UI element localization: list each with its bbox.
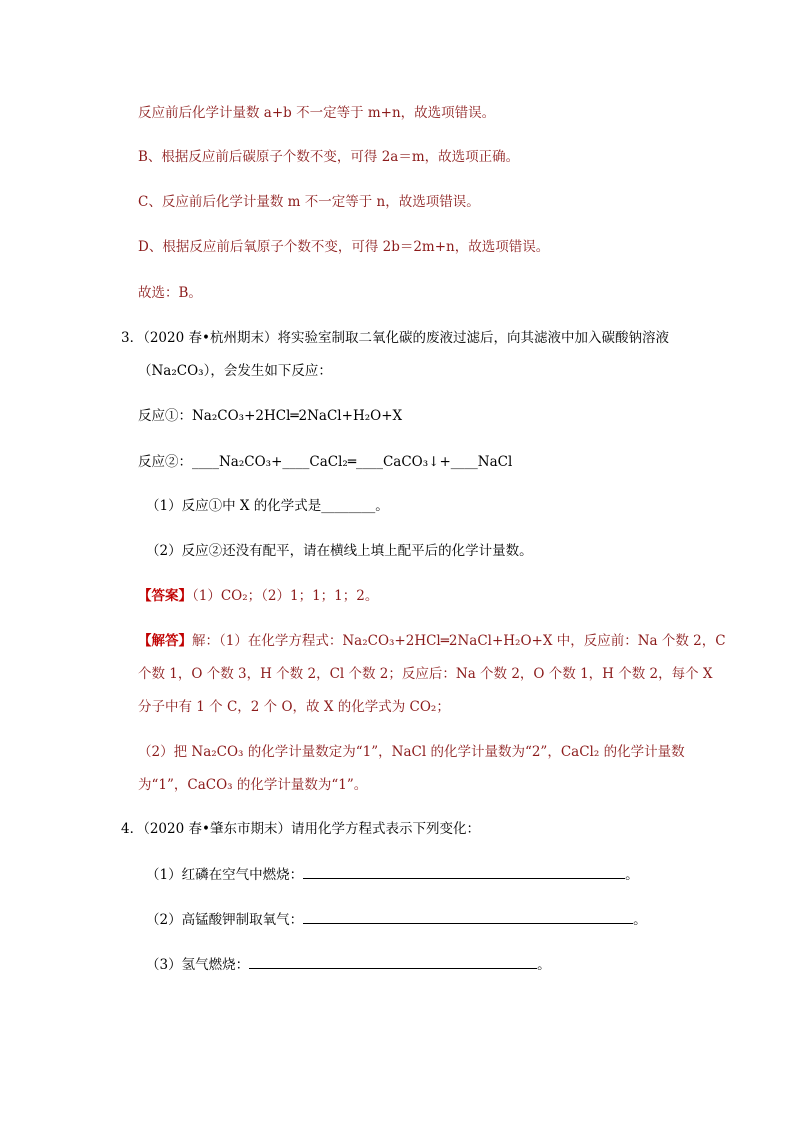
question-3-number: 3．	[121, 330, 144, 346]
answer-blank-3[interactable]	[249, 954, 537, 969]
question-4-number: 4．	[121, 821, 144, 837]
item-3-end: 。	[537, 957, 551, 973]
analysis-line-5: 故选：B。	[138, 285, 202, 301]
item-2-label: （2）高锰酸钾制取氧气：	[146, 912, 304, 928]
item-2-end: 。	[633, 912, 647, 928]
analysis-line-2: B、根据反应前后碳原子个数不变，可得 2a＝m，故选项正确。	[138, 149, 520, 165]
item-3-label: （3）氢气燃烧：	[146, 957, 250, 973]
question-3-stem-line-1	[121, 328, 669, 348]
question-4-item-3	[146, 954, 551, 975]
question-4-item-1	[146, 864, 639, 885]
answer-blank-1[interactable]	[303, 864, 625, 879]
solution-line-5: 为“1”，CaCO₃ 的化学计量数为“1”。	[138, 777, 368, 793]
analysis-line-3: C、反应前后化学计量数 m 不一定等于 n，故选项错误。	[138, 194, 480, 210]
answer-line	[138, 586, 378, 606]
sub-question-1: （1）反应①中 X 的化学式是________。	[146, 498, 389, 514]
analysis-line-4: D、根据反应前后氧原子个数不变，可得 2b＝2m+n，故选项错误。	[138, 239, 550, 255]
answer-tag: 【答案】	[138, 588, 192, 604]
analysis-line-1: 反应前后化学计量数 a+b 不一定等于 m+n，故选项错误。	[138, 105, 496, 121]
answer-text: （1）CO₂；（2）1；1；1；2。	[192, 588, 379, 604]
question-4-text: 请用化学方程式表示下列变化：	[290, 821, 480, 837]
reaction-2: 反应②：____Na₂CO₃+____CaCl₂═____CaCO₃↓+____NaCl	[138, 454, 513, 470]
question-4-stem	[121, 819, 480, 839]
solution-line-2: 个数 1，O 个数 3，H 个数 2，Cl 个数 2；反应后：Na 个数 2，O 个数 1，H 个数 2，每个 X	[138, 666, 713, 682]
reaction-1: 反应①：Na₂CO₃+2HCl═2NaCl+H₂O+X	[138, 408, 403, 424]
solution-line-3: 分子中有 1 个 C，2 个 O，故 X 的化学式为 CO₂；	[138, 699, 450, 715]
solution-tag: 【解答】	[138, 633, 192, 649]
question-3-stem: 将实验室制取二氧化碳的废液过滤后，向其滤液中加入碳酸钠溶液	[277, 330, 669, 346]
question-4-source: （2020 春•肇东市期末）	[143, 821, 291, 837]
question-3-source: （2020 春•杭州期末）	[143, 330, 278, 346]
question-3-stem-line-2: （Na₂CO₃），会发生如下反应：	[138, 363, 332, 379]
item-1-label: （1）红磷在空气中燃烧：	[146, 867, 304, 883]
solution-line-4: （2）把 Na₂CO₃ 的化学计量数定为“1”，NaCl 的化学计量数为“2”，CaCl₂ 的化学计量数	[138, 744, 685, 760]
answer-blank-2[interactable]	[303, 909, 633, 924]
solution-text-1: 解：（1）在化学方程式：Na₂CO₃+2HCl═2NaCl+H₂O+X 中，反应前：Na 个数 2，C	[192, 633, 726, 649]
solution-line-1	[138, 631, 726, 651]
question-4-item-2	[146, 909, 647, 930]
item-1-end: 。	[625, 867, 639, 883]
sub-question-2: （2）反应②还没有配平，请在横线上填上配平后的化学计量数。	[146, 543, 533, 559]
